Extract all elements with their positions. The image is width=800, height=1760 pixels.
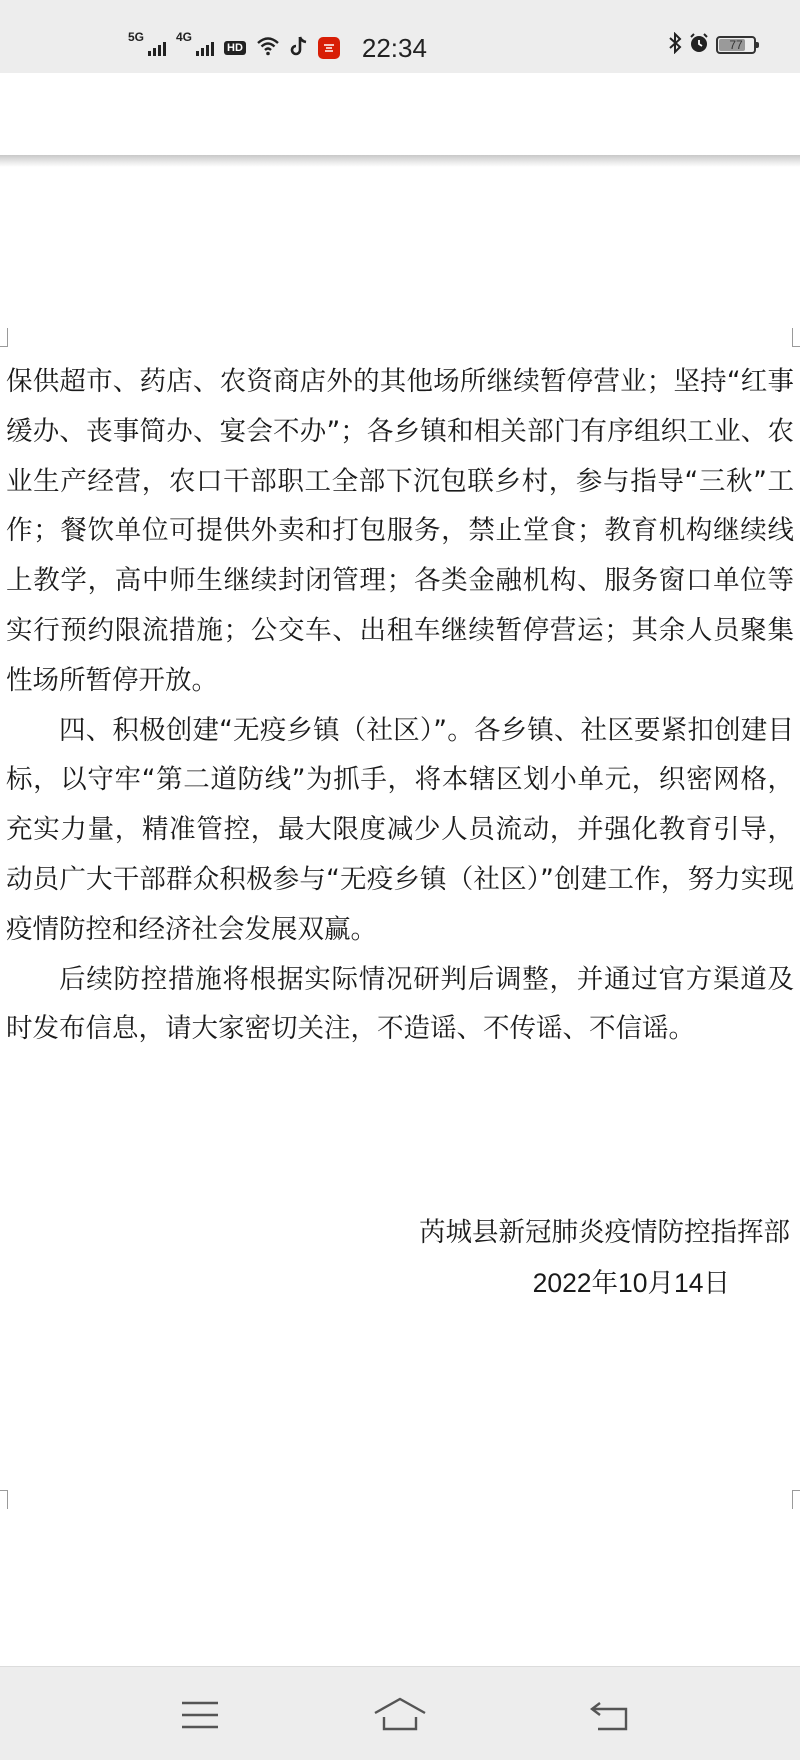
menu-icon	[180, 1699, 220, 1731]
reader-toolbar	[0, 73, 800, 155]
page-corner-mark	[0, 328, 8, 347]
back-icon	[588, 1697, 632, 1733]
battery-icon	[716, 36, 756, 54]
document-paragraph: 保供超市、药店、农资商店外的其他场所继续暂停营业；坚持“红事缓办、丧事简办、宴会不办”；各乡镇和相关部门有序组织工业、农业生产经营，农口干部职工全部下沉包联乡村，参与指导“三秋”工作；餐饮单位可提供外卖和打包服务，禁止堂食；教育机构继续线上教学，高中师生继续封闭管理；各类金融机构、服务窗口单位等实行预约限流措施；公交车、出租车继续暂停营运；其余人员聚集性场所暂停开放。	[6, 366, 794, 696]
bluetooth-icon	[668, 32, 682, 58]
hd-voice-icon: HD	[224, 41, 246, 55]
menu-button[interactable]	[170, 1687, 230, 1743]
signature-organization: 芮城县新冠肺炎疫情防控指挥部	[419, 1217, 790, 1248]
wifi-icon	[256, 36, 280, 60]
home-icon	[372, 1695, 428, 1735]
status-bar	[0, 0, 800, 73]
network-type-label: 4G	[176, 30, 193, 44]
document-paragraph: 四、积极创建“无疫乡镇（社区）”。各乡镇、社区要紧扣创建目标，以守牢“第二道防线”为抓手，将本辖区划小单元，织密网格，充实力量，精准管控，最大限度减少人员流动，并强化教育引导，动员广大干部群众积极参与“无疫乡镇（社区）”创建工作，努力实现疫情防控和经济社会发展双赢。	[6, 714, 794, 945]
alarm-icon	[688, 32, 710, 58]
signal-5g-icon	[128, 30, 166, 56]
signal-4g-icon	[176, 30, 214, 56]
document-page[interactable]	[0, 357, 800, 1054]
page-corner-mark	[0, 1490, 8, 1509]
document-signature	[419, 1208, 790, 1308]
page-corner-mark	[792, 1490, 800, 1509]
toolbar-divider	[0, 155, 800, 167]
tiktok-icon	[290, 35, 308, 61]
navigation-bar	[0, 1666, 800, 1760]
battery-percentage: 77	[729, 38, 743, 52]
document-paragraph: 后续防控措施将根据实际情况研判后调整，并通过官方渠道及时发布信息，请大家密切关注，不造谣、不传谣、不信谣。	[6, 963, 794, 1045]
status-time: 22:34	[361, 32, 427, 63]
status-right-group	[668, 32, 756, 58]
page-corner-mark	[792, 328, 800, 347]
app-notification-icon	[318, 37, 340, 59]
back-button[interactable]	[580, 1687, 640, 1743]
home-button[interactable]	[370, 1687, 430, 1743]
status-left-group	[128, 26, 427, 70]
network-type-label: 5G	[128, 30, 145, 44]
signature-date: 2022年10月14日	[532, 1268, 730, 1298]
